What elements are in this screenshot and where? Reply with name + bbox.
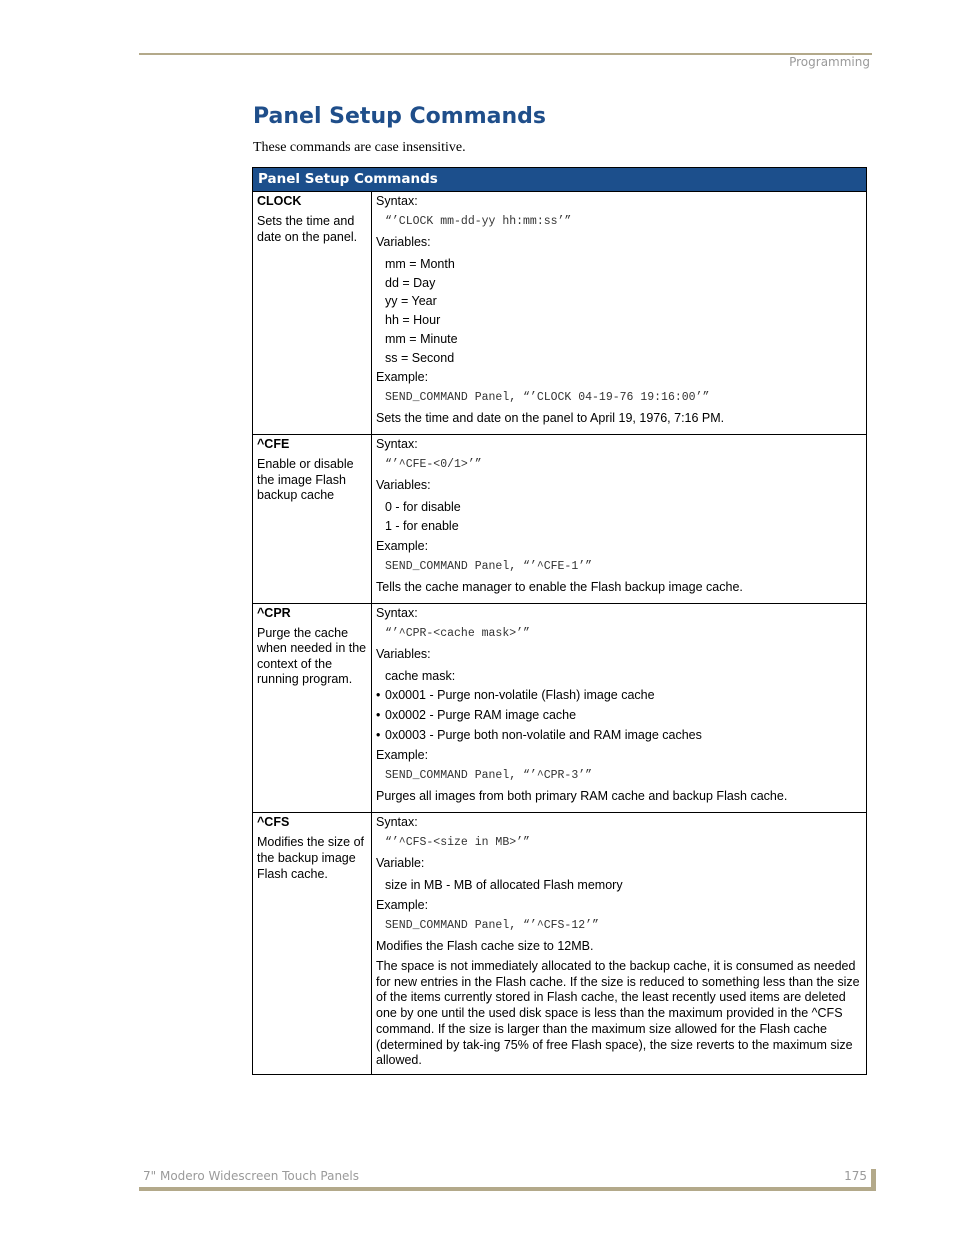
note-text: Modifies the Flash cache size to 12MB. [376,939,594,954]
command-details-cell [372,435,867,603]
variables-list [376,667,862,686]
example-code: SEND_COMMAND Panel, “’^CFE-1’” [385,559,593,573]
bullet-item [376,728,862,743]
example-label: Example: [376,370,429,385]
variables-label: Variables: [376,646,431,661]
command-name: ^CFE [257,437,290,452]
bullet-text: 0x0001 - Purge non-volatile (Flash) image cache [385,688,655,703]
commands-table [252,167,867,1075]
page-number: 175 [844,1169,867,1183]
table-header: Panel Setup Commands [253,168,867,192]
table-row [253,435,867,603]
footer-rule-tick [871,1169,876,1191]
command-name: CLOCK [257,194,302,208]
example-code: SEND_COMMAND Panel, “’^CFS-12’” [385,919,599,933]
note-paragraph: The space is not immediately allocated to the backup cache, it is consumed as needed for new entries in the Flash cache. If the size is reduced to something less than the size of the items currently stored in Flash cache, the least recently used items are deleted one by one until the used disk space is less than the maximum provided in the ^CFS command. If the size is larger than the maximum size allowed for the Flash cache (determined by tak-ing 75% of free Flash space), the size reverts to the maximum size allowed. [376,959,860,1068]
variable-item: 0 - for disable [385,500,461,515]
table-row [253,192,867,435]
syntax-label: Syntax: [376,194,418,208]
syntax-code: “’CLOCK mm-dd-yy hh:mm:ss’” [385,215,572,228]
command-cell [253,813,372,1075]
page-title: Panel Setup Commands [253,104,546,129]
bullet-text: 0x0002 - Purge RAM image cache [385,708,577,723]
syntax-code: “’^CPR-<cache mask>’” [385,626,530,640]
table-row [253,813,867,1075]
syntax-label: Syntax: [376,605,418,620]
variable-item: yy = Year [385,294,437,309]
variable-item: hh = Hour [385,313,441,328]
bullet-item [376,708,862,723]
bullet-glyph: • [376,708,381,723]
note-text: Tells the cache manager to enable the Flash backup image cache. [376,579,743,594]
example-code: SEND_COMMAND Panel, “’CLOCK 04-19-76 19:16:00’” [385,391,710,405]
variable-item: 1 - for enable [385,518,459,533]
syntax-label: Syntax: [376,815,418,830]
footer-title: 7" Modero Widescreen Touch Panels [143,1169,360,1183]
bullet-text: 0x0003 - Purge both non-volatile and RAM image caches [385,728,702,743]
variables-label: Variables: [376,235,431,249]
variables-list [376,498,862,535]
footer-rule [139,1187,876,1191]
command-name: ^CFS [257,815,290,830]
variable-item: ss = Second [385,350,455,365]
variable-item: dd = Day [385,275,436,290]
example-label: Example: [376,898,429,913]
command-details-cell [372,813,867,1075]
example-label: Example: [376,538,429,553]
note-text: Purges all images from both primary RAM cache and backup Flash cache. [376,789,788,804]
command-description: Sets the time and date on the panel. [257,214,358,244]
variable-item: mm = Minute [385,331,458,346]
syntax-code: “’^CFE-<0/1>’” [385,458,482,472]
command-cell [253,192,372,435]
syntax-label: Syntax: [376,437,418,452]
bullet-item [376,688,862,703]
variable-item: mm = Month [385,257,455,271]
variables-list [376,255,862,367]
syntax-code: “’^CFS-<size in MB>’” [385,836,530,850]
bullet-glyph: • [376,728,381,743]
variables-label: Variable: [376,856,425,871]
note-text: Sets the time and date on the panel to April 19, 1976, 7:16 PM. [376,411,725,426]
running-header: Programming [789,55,870,69]
variable-item: size in MB - MB of allocated Flash memory [385,878,623,893]
header-rule [139,53,872,55]
bullet-glyph: • [376,688,381,703]
command-description: Modifies the size of the backup image Flash cache. [257,835,364,881]
command-details-cell [372,192,867,435]
table-row [253,603,867,813]
command-cell [253,603,372,813]
intro-text: These commands are case insensitive. [253,140,466,155]
variables-list [376,876,862,895]
table-body [253,192,867,1075]
variable-item: cache mask: [385,668,456,683]
command-description: Enable or disable the image Flash backup cache [257,457,354,503]
example-code: SEND_COMMAND Panel, “’^CPR-3’” [385,769,593,783]
command-details-cell [372,603,867,813]
variables-label: Variables: [376,478,431,493]
command-description: Purge the cache when needed in the context of the running program. [257,625,367,687]
command-cell [253,435,372,603]
example-label: Example: [376,748,429,763]
command-name: ^CPR [257,605,291,620]
